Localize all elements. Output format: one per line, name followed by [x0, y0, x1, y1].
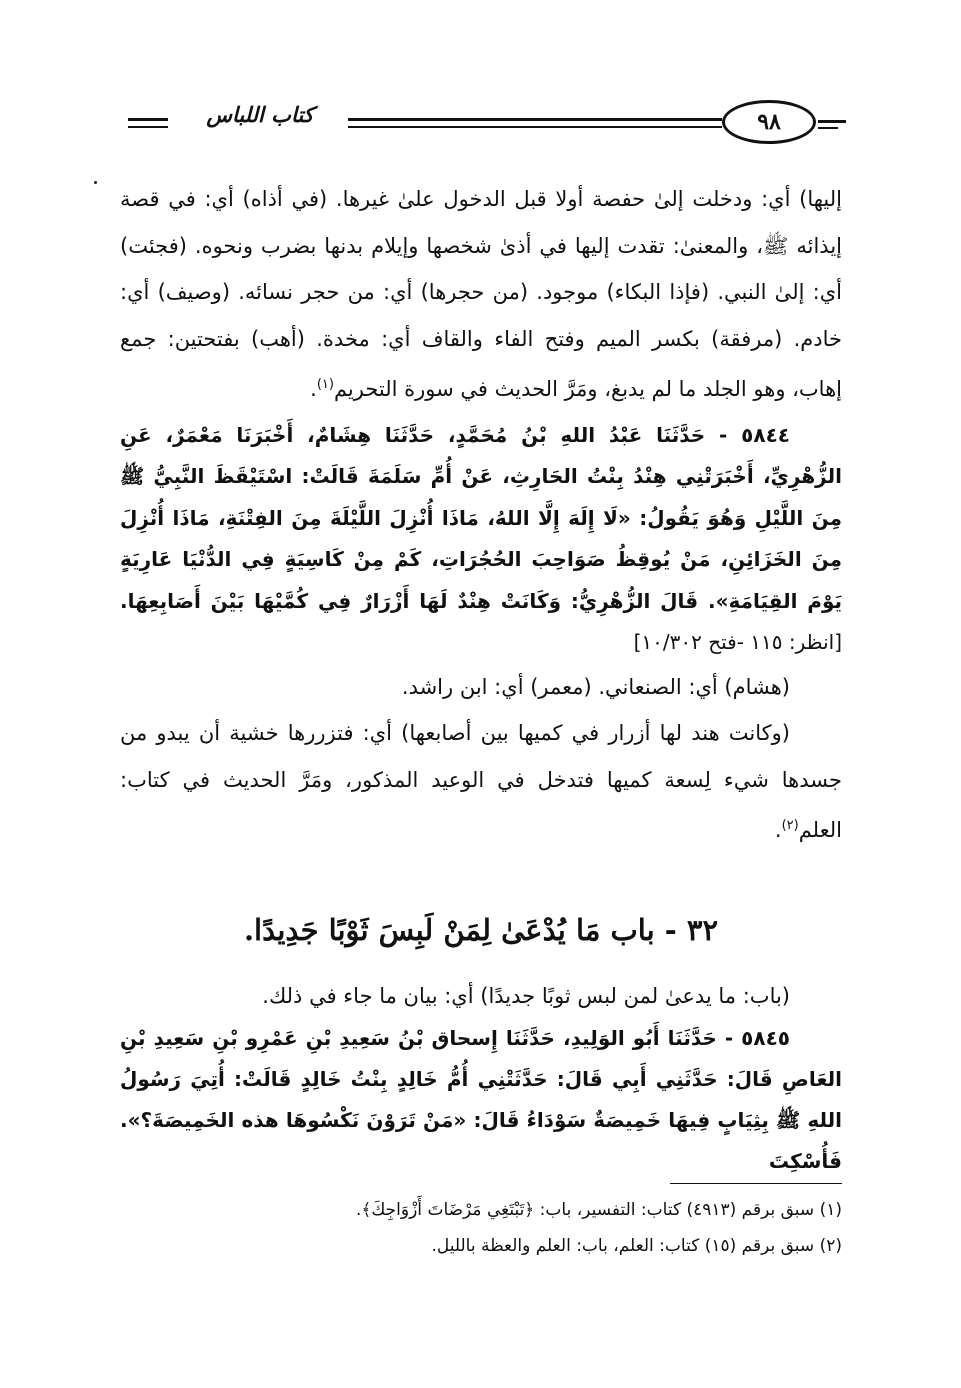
commentary-text-2: (وكانت هند لها أزرار في كميها بين أصابعها) أي: فتزررها خشية أن يبدو من جسدها شيء لِسعة كميها فتدخل في الوعيد المذكور، ومَرَّ الحديث في كتاب: العلم	[120, 721, 842, 842]
commentary-text: إليها) أي: ودخلت إلىٰ حفصة أولا قبل الدخول علىٰ غيرها. (في أذاه) أي: في قصة إيذائه ﷺ، والمعنىٰ: تقدت إليها في أذىٰ شخصها وإيلام بدنها بضرب ونحوه. (فجئت) أي: إلىٰ النبي. (فإذا البكاء) موجود. (من حجرها) أي: من حجر نسائه. (وصيف) أي: خادم. (مرفقة) بكسر الميم وفتح الفاء والقاف أي: مخدة. (أهب) بفتحتين: جمع إهاب، وهو الجلد ما لم يدبغ، ومَرَّ الحديث في سورة التحريم	[120, 187, 842, 401]
header-rule-left-bottom	[128, 126, 168, 128]
chapter-title: ٣٢ - باب مَا يُدْعَىٰ لِمَنْ لَبِسَ ثَوْبًا جَدِيدًا.	[243, 913, 719, 947]
page-header	[110, 96, 846, 156]
header-rule-left-top	[128, 118, 168, 121]
footnote-marker-2: (٢)	[781, 818, 799, 833]
hadith-reference: [انظر: ١١٥ -فتح ١٠/٣٠٢]	[633, 630, 842, 654]
footnote-separator	[670, 1183, 842, 1184]
hadith-5844	[120, 415, 842, 664]
hadith-text: ٥٨٤٤ - حَدَّثَنَا عَبْدُ اللهِ بْنُ مُحَمَّدٍ، حَدَّثَنَا هِشَامٌ، أَخْبَرَنَا مَعْمَرٌ، عَنِ الزُّهْرِيِّ، أَخْبَرَتْنِي هِنْدُ بِنْتُ الحَارِثِ، عَنْ أُمِّ سَلَمَةَ قَالَتْ: اسْتَيْقَظَ النَّبِيُّ ﷺ مِنَ اللَّيْلِ وَهُوَ يَقُولُ: «لَا إِلَهَ إِلَّا اللهُ، مَاذَا أُنْزِلَ اللَّيْلَةَ مِنَ الفِتْنَةِ، مَاذَا أُنْزِلَ مِنَ الخَزَائِنِ، مَنْ يُوقِظُ صَوَاحِبَ الحُجُرَاتِ، كَمْ مِنْ كَاسِيَةٍ فِي الدُّنْيَا عَارِيَةٍ يَوْمَ القِيَامَةِ». قَالَ الزُّهْرِيُّ: وَكَانَتْ هِنْدٌ لَهَا أَزْرَارٌ فِي كُمَّيْهَا بَيْنَ أَصَابِعِهَا.	[120, 422, 842, 613]
header-rule-long-top	[348, 118, 722, 121]
footnote-1: (١) سبق برقم (٤٩١٣) كتاب: التفسير، باب: ﴿تَبْتَغِي مَرْضَاتَ أَزْوَاجِكَ﴾.	[355, 1200, 842, 1220]
page-mark-dot	[94, 181, 97, 184]
commentary-paragraph-2: (وكانت هند لها أزرار في كميها بين أصابعها) أي: فتزررها خشية أن يبدو من جسدها شيء لِسعة كميها فتدخل في الوعيد المذكور، ومَرَّ الحديث في كتاب: العلم$^{(٢)}$.	[120, 721, 842, 842]
header-rule-right-lower	[818, 127, 838, 129]
commentary-paragraph: إليها) أي: ودخلت إلىٰ حفصة أولا قبل الدخول علىٰ غيرها. (في أذاه) أي: في قصة إيذائه ﷺ، والمعنىٰ: تقدت إليها في أذىٰ شخصها وإيلام بدنها بضرب ونحوه. (فجئت) أي: إلىٰ النبي. (فإذا البكاء) موجود. (من حجرها) أي: من حجر نسائه. (وصيف) أي: خادم. (مرفقة) بكسر الميم وفتح الفاء والقاف أي: مخدة. (أهب) بفتحتين: جمع إهاب، وهو الجلد ما لم يدبغ، ومَرَّ الحديث في سورة التحريم$^{(١)}$.	[120, 187, 842, 401]
commentary-chapter: (باب: ما يدعىٰ لمن لبس ثوبًا جديدًا) أي: بيان ما جاء في ذلك.	[262, 984, 790, 1008]
footnote-2: (٢) سبق برقم (١٥) كتاب: العلم، باب: العلم والعظة بالليل.	[431, 1236, 842, 1256]
footnotes	[120, 1192, 842, 1264]
page-number: ٩٨	[722, 100, 816, 144]
running-title: كتاب اللباس	[206, 102, 314, 127]
upper-body	[120, 176, 842, 854]
footnote-marker: (١)	[316, 377, 334, 392]
header-rule-long-bottom	[348, 126, 722, 128]
header-rule-right	[818, 120, 846, 123]
lower-body	[120, 974, 842, 1182]
commentary-narrators: (هشام) أي: الصنعاني. (معمر) أي: ابن راشد.	[401, 674, 790, 699]
hadith-5845: ٥٨٤٥ - حَدَّثَنَا أَبُو الوَلِيدِ، حَدَّثَنَا إِسحاق بْنُ سَعِيدِ بْنِ عَمْرِو بْنِ سَعِيدِ بْنِ العَاصِ قَالَ: حَدَّثَنِي أَبِي قَالَ: حَدَّثَتْنِي أُمُّ خَالِدٍ بِنْتُ خَالِدٍ قَالَتْ: أُتِيَ رَسُولُ اللهِ ﷺ بِثِيَابٍ فِيهَا خَمِيصَةٌ سَوْدَاءُ قَالَ: «مَنْ تَرَوْنَ نَكْسُوهَا هذه الخَمِيصَةَ؟». فَأُسْكِتَ	[120, 1026, 842, 1173]
